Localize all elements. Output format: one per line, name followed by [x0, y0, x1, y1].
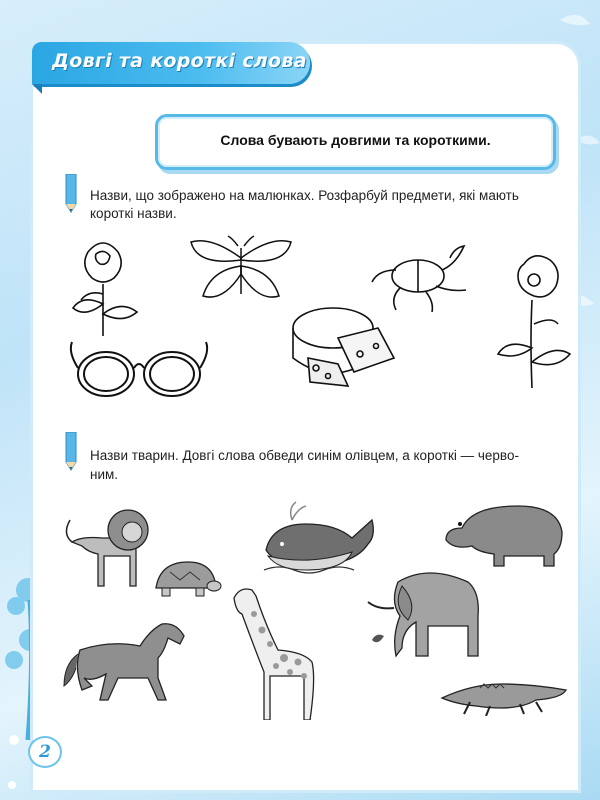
- rule-text: Слова бувають довгими та короткими.: [220, 132, 491, 148]
- task2-line2: ним.: [90, 467, 119, 482]
- task2-line1: Назви тварин. Довгі слова обведи синім олівцем, а короткі — черво-: [90, 448, 519, 463]
- hippo-picture: [438, 498, 568, 568]
- page-number: 2: [39, 742, 51, 762]
- poppy-picture: [494, 252, 574, 392]
- page-number-badge: [28, 736, 62, 768]
- horse-picture: [60, 620, 188, 705]
- task1-line2: короткі назви.: [90, 206, 177, 221]
- page-title: Довгі та короткі слова: [52, 50, 307, 72]
- butterfly-picture: [186, 234, 296, 306]
- turtle-picture: [150, 558, 222, 600]
- crocodile-picture: [440, 668, 570, 716]
- rose-picture: [58, 234, 148, 339]
- elephant-picture: [358, 562, 483, 662]
- pencil-icon: [62, 174, 80, 214]
- pencil-icon: [62, 432, 80, 472]
- task1-line1: Назви, що зображено на малюнках. Розфарбуй предмети, які мають: [90, 188, 519, 203]
- glasses-picture: [64, 338, 214, 400]
- lion-picture: [60, 500, 155, 595]
- giraffe-picture: [224, 580, 324, 720]
- cheese-picture: [288, 298, 398, 393]
- rule-box: [155, 114, 556, 170]
